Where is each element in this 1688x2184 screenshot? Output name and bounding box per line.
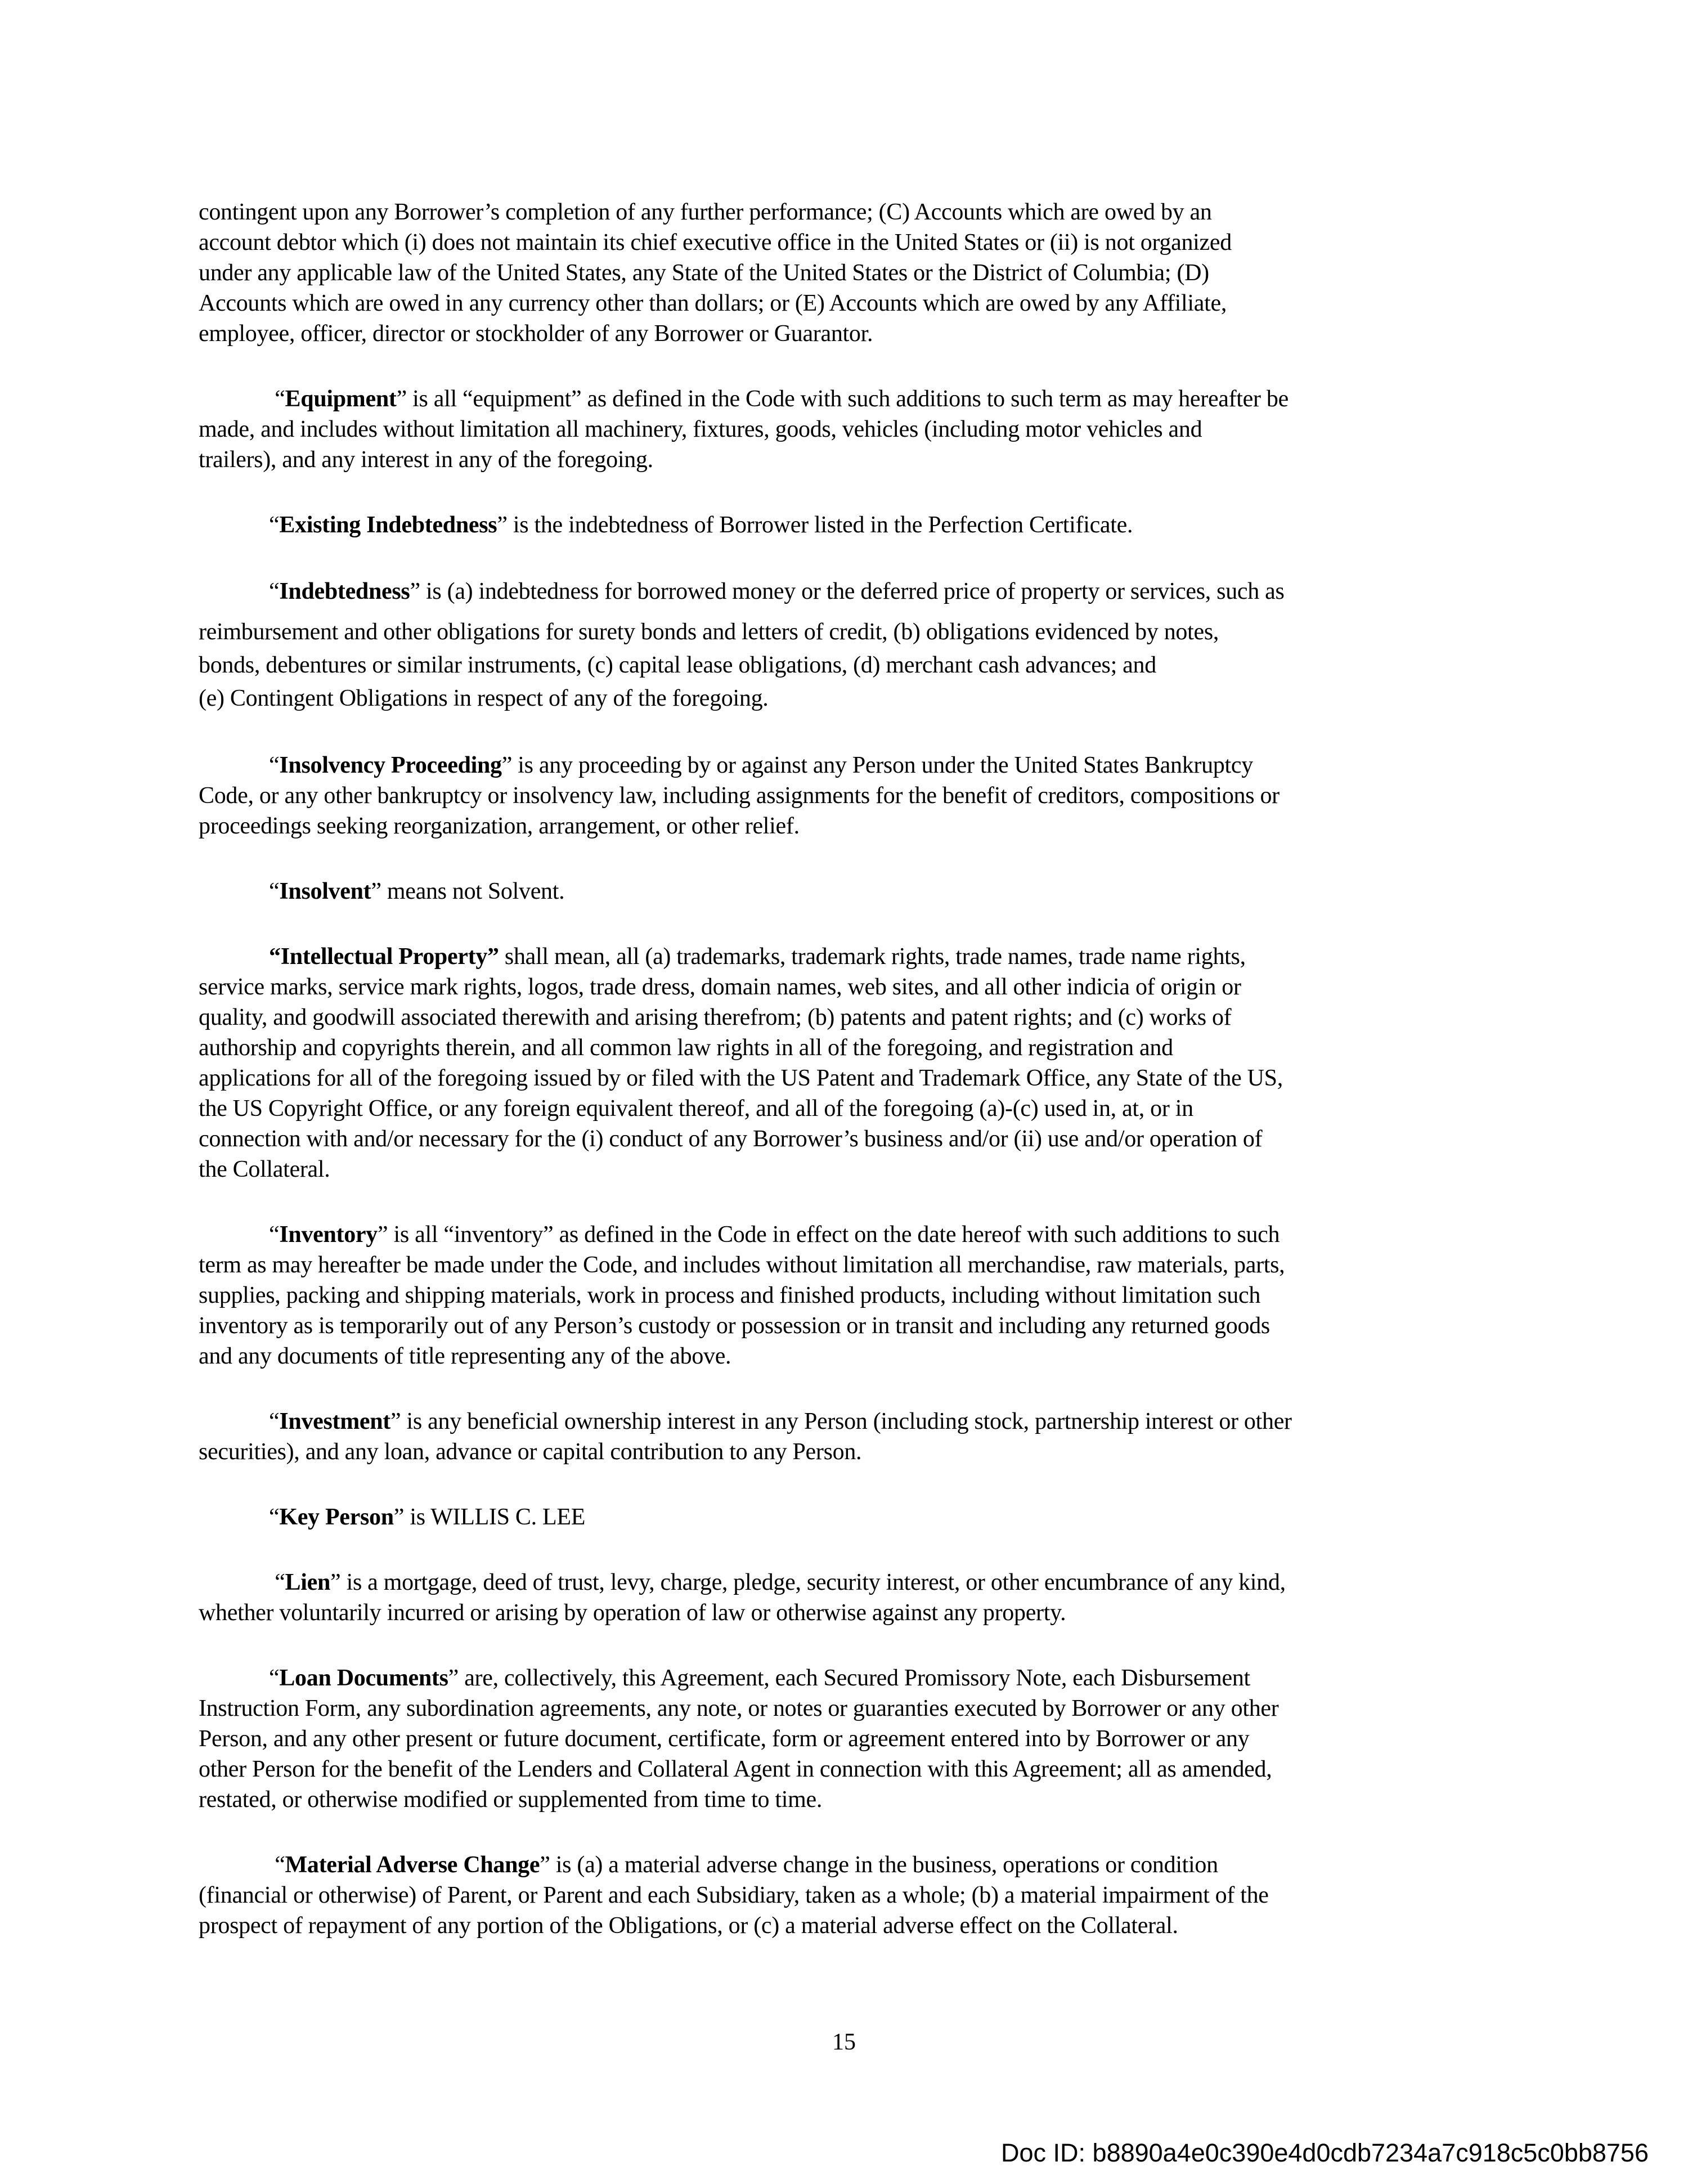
paragraph-first-line: “Investment” is any beneficial ownership interest in any Person (including stock, partnership interest or other bbox=[269, 1409, 1292, 1434]
paragraph-indebtedness bbox=[199, 575, 1493, 715]
paragraph-line: the Collateral. bbox=[199, 1156, 330, 1182]
paragraph-continuation-accounts bbox=[199, 197, 1493, 349]
defined-term: Insolvency Proceeding bbox=[279, 752, 502, 778]
paragraph-first-line: “Insolvency Proceeding” is any proceeding by or against any Person under the United States Bankruptcy bbox=[269, 752, 1253, 778]
paragraph-line: employee, officer, director or stockholder of any Borrower or Guarantor. bbox=[199, 321, 873, 347]
defined-term: “Intellectual Property” bbox=[269, 944, 499, 970]
paragraph-material-adverse-change bbox=[199, 1850, 1493, 1941]
paragraph-loan-documents bbox=[199, 1663, 1493, 1815]
paragraph-lien bbox=[199, 1567, 1493, 1628]
paragraph-first-line: “Lien” is a mortgage, deed of trust, levy, charge, pledge, security interest, or other encumbrance of any kind, bbox=[269, 1569, 1286, 1595]
paragraph-first-line: “Intellectual Property” shall mean, all (a) trademarks, trademark rights, trade names, trade name rights, bbox=[269, 944, 1246, 970]
paragraph-line: (e) Contingent Obligations in respect of any of the foregoing. bbox=[199, 685, 769, 711]
paragraph-line: Accounts which are owed in any currency other than dollars; or (E) Accounts which are owed by any Affiliate, bbox=[199, 290, 1227, 316]
paragraph-first-line: “Existing Indebtedness” is the indebtedness of Borrower listed in the Perfection Certificate. bbox=[269, 512, 1133, 538]
paragraph-line: whether voluntarily incurred or arising by operation of law or otherwise against any property. bbox=[199, 1600, 1066, 1626]
paragraph-first-line: “Loan Documents” are, collectively, this Agreement, each Secured Promissory Note, each Disbursement bbox=[269, 1665, 1250, 1691]
paragraph-insolvent bbox=[199, 876, 1493, 907]
paragraph-line: securities), and any loan, advance or capital contribution to any Person. bbox=[199, 1439, 862, 1465]
defined-term: Loan Documents bbox=[279, 1665, 448, 1691]
defined-term: Lien bbox=[285, 1569, 331, 1595]
paragraph-line: Person, and any other present or future document, certificate, form or agreement entered into by Borrower or any bbox=[199, 1726, 1250, 1752]
defined-term: Insolvent bbox=[279, 878, 371, 904]
defined-term: Key Person bbox=[279, 1504, 394, 1530]
paragraph-line: term as may hereafter be made under the Code, and includes without limitation all merchandise, raw materials, parts, bbox=[199, 1252, 1285, 1278]
paragraph-line: reimbursement and other obligations for surety bonds and letters of credit, (b) obligations evidenced by notes, bbox=[199, 619, 1219, 645]
defined-term: Inventory bbox=[279, 1222, 378, 1248]
paragraph-line: restated, or otherwise modified or supplemented from time to time. bbox=[199, 1787, 823, 1813]
paragraph-line: applications for all of the foregoing issued by or filed with the US Patent and Trademark Office, any State of the US, bbox=[199, 1065, 1283, 1091]
paragraph-first-line: “Insolvent” means not Solvent. bbox=[269, 878, 565, 904]
paragraph-first-line: “Material Adverse Change” is (a) a material adverse change in the business, operations or condition bbox=[269, 1852, 1218, 1878]
paragraph-investment bbox=[199, 1406, 1493, 1467]
paragraph-line: trailers), and any interest in any of the foregoing. bbox=[199, 447, 653, 473]
paragraph-line: made, and includes without limitation all machinery, fixtures, goods, vehicles (including motor vehicles and bbox=[199, 416, 1202, 442]
paragraph-line: other Person for the benefit of the Lenders and Collateral Agent in connection with this Agreement; all as amended, bbox=[199, 1756, 1272, 1782]
paragraph-line: connection with and/or necessary for the (i) conduct of any Borrower’s business and/or (ii) use and/or operation of bbox=[199, 1126, 1263, 1152]
paragraph-first-line: “Equipment” is all “equipment” as defined in the Code with such additions to such term as may hereafter be bbox=[269, 386, 1289, 412]
paragraph-line: service marks, service mark rights, logos, trade dress, domain names, web sites, and all other indicia of origin or bbox=[199, 974, 1241, 1000]
page-number: 15 bbox=[832, 2029, 856, 2055]
paragraph-line: inventory as is temporarily out of any Person’s custody or possession or in transit and including any returned goods bbox=[199, 1313, 1270, 1339]
paragraph-insolvency-proceeding bbox=[199, 750, 1493, 841]
paragraph-first-line: “Key Person” is WILLIS C. LEE bbox=[269, 1504, 586, 1530]
defined-term: Existing Indebtedness bbox=[279, 512, 497, 538]
paragraph-line: bonds, debentures or similar instruments, (c) capital lease obligations, (d) merchant cash advances; and bbox=[199, 652, 1156, 678]
paragraph-line: quality, and goodwill associated therewith and arising therefrom; (b) patents and patent rights; and (c) works of bbox=[199, 1004, 1232, 1030]
paragraph-line: supplies, packing and shipping materials, work in process and finished products, including without limitation such bbox=[199, 1282, 1261, 1308]
paragraph-first-line: contingent upon any Borrower’s completion of any further performance; (C) Accounts which are owed by an bbox=[199, 199, 1212, 225]
paragraph-intellectual-property bbox=[199, 941, 1493, 1185]
paragraph-first-line: “Inventory” is all “inventory” as defined in the Code in effect on the date hereof with such additions to such bbox=[269, 1222, 1280, 1248]
paragraph-line: authorship and copyrights therein, and all common law rights in all of the foregoing, and registration and bbox=[199, 1035, 1173, 1061]
paragraph-line: Code, or any other bankruptcy or insolvency law, including assignments for the benefit of creditors, compositions or bbox=[199, 783, 1280, 809]
paragraph-key-person bbox=[199, 1502, 1493, 1532]
defined-term: Equipment bbox=[285, 386, 397, 412]
paragraph-existing-indebtedness bbox=[199, 510, 1493, 540]
defined-term: Material Adverse Change bbox=[285, 1852, 540, 1878]
doc-id: Doc ID: b8890a4e0c390e4d0cdb7234a7c918c5c0bb8756 bbox=[1001, 2138, 1649, 2167]
defined-term: Indebtedness bbox=[279, 578, 410, 604]
paragraph-line: proceedings seeking reorganization, arrangement, or other relief. bbox=[199, 813, 800, 839]
paragraph-line: the US Copyright Office, or any foreign equivalent thereof, and all of the foregoing (a)-(c) used in, at, or in bbox=[199, 1096, 1193, 1122]
paragraph-line: prospect of repayment of any portion of the Obligations, or (c) a material adverse effect on the Collateral. bbox=[199, 1913, 1178, 1939]
paragraph-inventory bbox=[199, 1219, 1493, 1371]
paragraph-equipment bbox=[199, 384, 1493, 475]
paragraph-first-line: “Indebtedness” is (a) indebtedness for borrowed money or the deferred price of property or services, such as bbox=[269, 578, 1285, 604]
defined-term: Investment bbox=[279, 1409, 390, 1434]
paragraph-line: under any applicable law of the United States, any State of the United States or the District of Columbia; (D) bbox=[199, 260, 1209, 286]
paragraph-line: account debtor which (i) does not maintain its chief executive office in the United States or (ii) is not organized bbox=[199, 230, 1232, 255]
paragraph-line: (financial or otherwise) of Parent, or Parent and each Subsidiary, taken as a whole; (b) a material impairment of the bbox=[199, 1882, 1269, 1908]
paragraph-line: Instruction Form, any subordination agreements, any note, or notes or guaranties executed by Borrower or any other bbox=[199, 1696, 1279, 1721]
paragraph-line: and any documents of title representing any of the above. bbox=[199, 1343, 731, 1369]
document-body bbox=[199, 197, 1493, 1976]
